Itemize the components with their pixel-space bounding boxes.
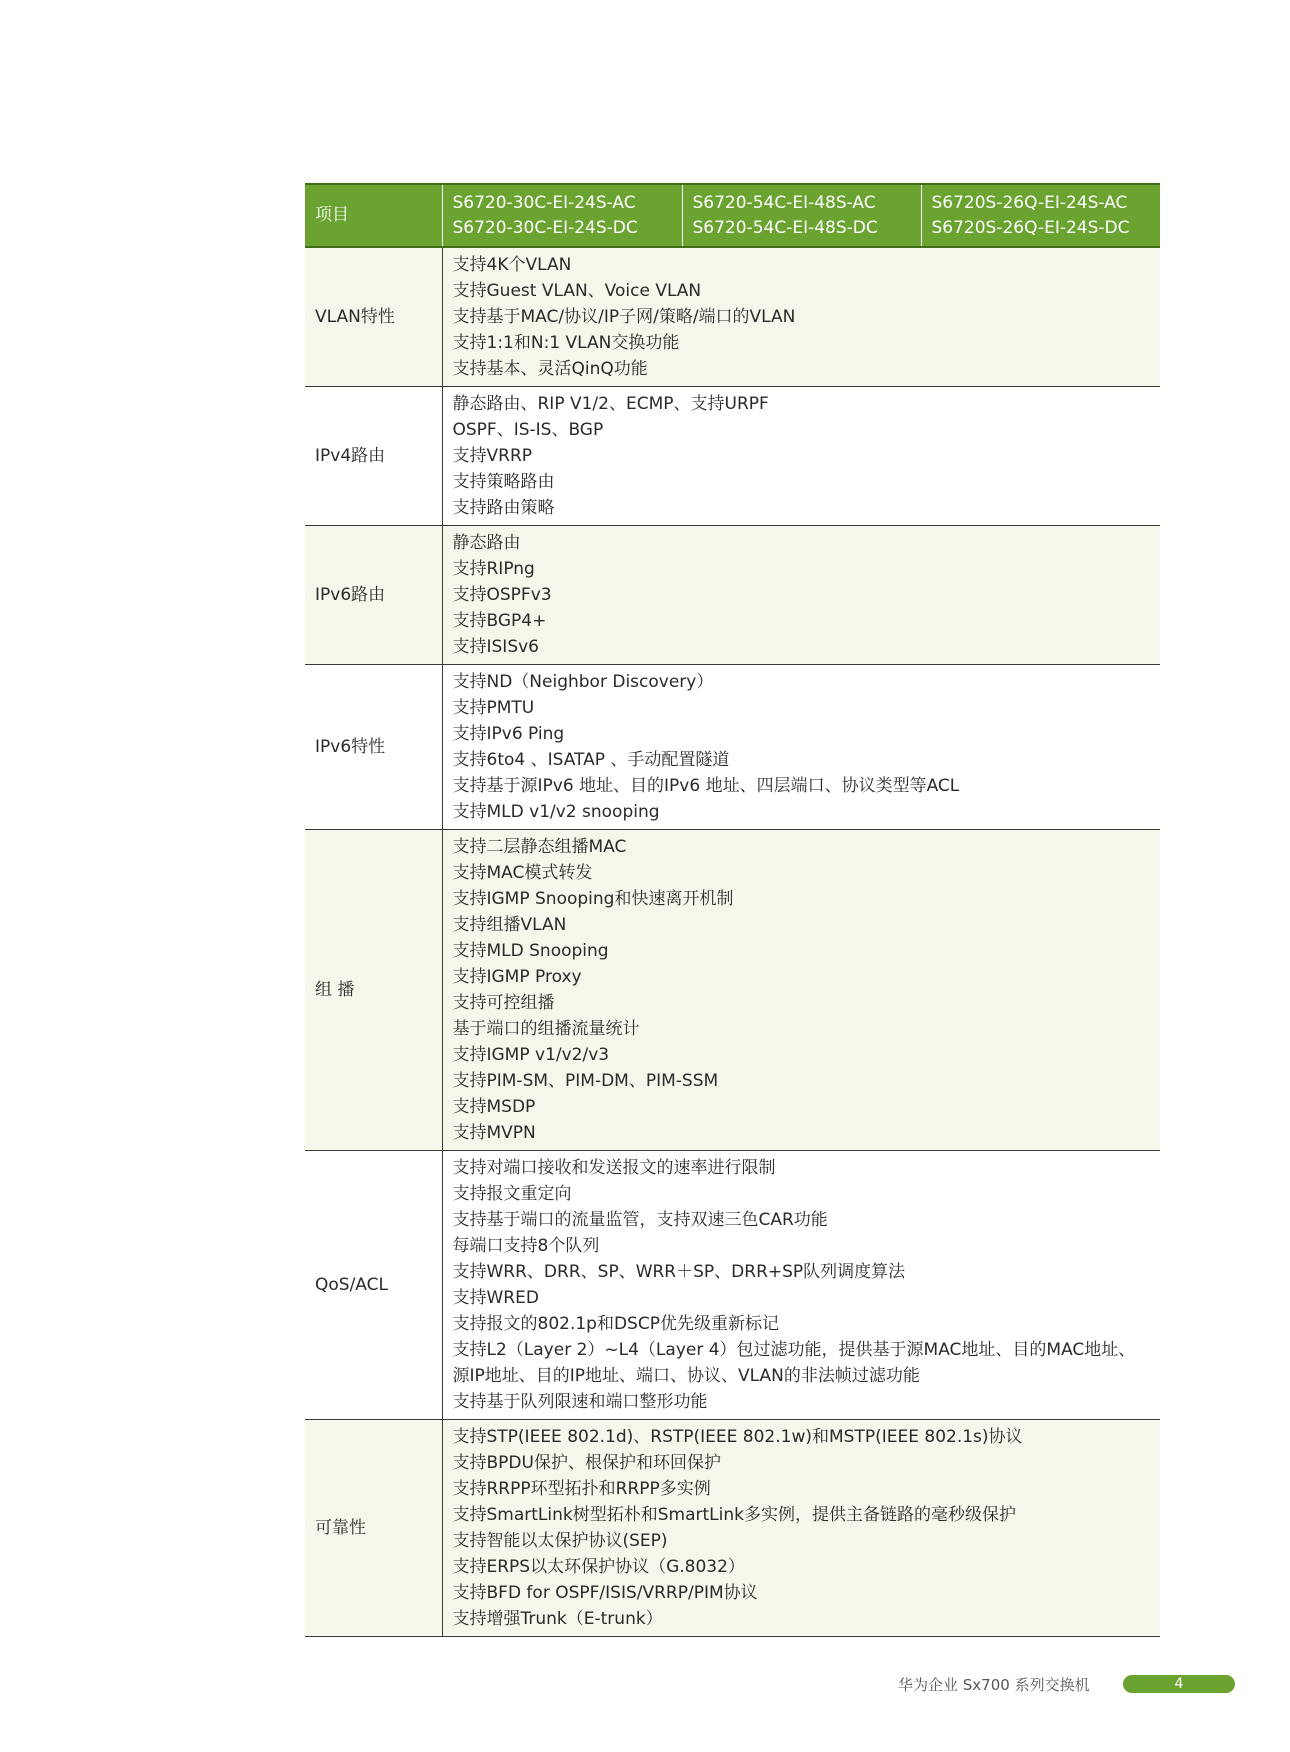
feature-line: 支持6to4 、ISATAP 、手动配置隧道 — [452, 750, 730, 770]
row-features — [442, 1151, 1160, 1420]
feature-line: 支持MSDP — [452, 1097, 536, 1117]
feature-line: 支持WRED — [452, 1288, 539, 1308]
feature-line: 支持OSPFv3 — [452, 585, 552, 605]
table-row — [305, 830, 1160, 1151]
feature-line: 支持RIPng — [452, 559, 535, 579]
table-row — [305, 387, 1160, 526]
feature-line: 支持SmartLink树型拓朴和SmartLink多实例，提供主备链路的毫秒级保护 — [452, 1505, 1016, 1525]
feature-line: 支持WRR、DRR、SP、WRR＋SP、DRR+SP队列调度算法 — [452, 1262, 906, 1282]
row-features — [442, 526, 1160, 665]
row-label: QoS/ACL — [305, 1151, 442, 1420]
feature-line: 支持报文重定向 — [452, 1184, 572, 1204]
row-label: 可靠性 — [305, 1420, 442, 1637]
feature-line: 静态路由 — [452, 533, 521, 553]
feature-line: 支持基本、灵活QinQ功能 — [452, 359, 648, 379]
header-item-label: 项目 — [305, 184, 442, 247]
header-model-group-3 — [921, 184, 1160, 247]
header-model-group-1 — [442, 184, 682, 247]
row-label: IPv6路由 — [305, 526, 442, 665]
feature-line: 支持组播VLAN — [452, 915, 567, 935]
feature-line: 支持MLD v1/v2 snooping — [452, 802, 660, 822]
feature-line: 支持增强Trunk（E-trunk） — [452, 1609, 663, 1629]
table-row — [305, 247, 1160, 387]
row-label: IPv6特性 — [305, 665, 442, 830]
feature-line: 支持MAC模式转发 — [452, 863, 593, 883]
spec-table — [305, 183, 1160, 1637]
row-label: IPv4路由 — [305, 387, 442, 526]
header-model-dc: S6720-54C-EI-48S-DC — [692, 217, 878, 238]
table-body — [305, 247, 1160, 1637]
table-row — [305, 1420, 1160, 1637]
feature-line: 支持基于端口的流量监管，支持双速三色CAR功能 — [452, 1210, 828, 1230]
feature-line: 静态路由、RIP V1/2、ECMP、支持URPF — [452, 394, 769, 414]
feature-line: 支持Guest VLAN、Voice VLAN — [452, 281, 702, 301]
feature-line: 支持PIM-SM、PIM-DM、PIM-SSM — [452, 1071, 719, 1091]
feature-line: 支持VRRP — [452, 446, 533, 466]
footer-title: 华为企业 Sx700 系列交换机 — [898, 1676, 1090, 1694]
feature-line: 支持IGMP Proxy — [452, 967, 582, 987]
table-row — [305, 1151, 1160, 1420]
table-header — [305, 184, 1160, 247]
feature-line: 支持报文的802.1p和DSCP优先级重新标记 — [452, 1314, 779, 1334]
header-model-dc: S6720S-26Q-EI-24S-DC — [931, 217, 1130, 238]
feature-line: 支持STP(IEEE 802.1d)、RSTP(IEEE 802.1w)和MSTP(IEEE 802.1s)协议 — [452, 1427, 1023, 1447]
feature-line: 支持IGMP Snooping和快速离开机制 — [452, 889, 734, 909]
feature-line: 支持可控组播 — [452, 993, 555, 1013]
feature-line: OSPF、IS-IS、BGP — [452, 420, 604, 440]
feature-line: 支持基于MAC/协议/IP子网/策略/端口的VLAN — [452, 307, 796, 327]
header-model-ac: S6720-30C-EI-24S-AC — [452, 192, 636, 213]
feature-line: 支持IGMP v1/v2/v3 — [452, 1045, 610, 1065]
feature-line: 支持BFD for OSPF/ISIS/VRRP/PIM协议 — [452, 1583, 758, 1603]
feature-line: 支持IPv6 Ping — [452, 724, 565, 744]
feature-line: 支持RRPP环型拓扑和RRPP多实例 — [452, 1479, 711, 1499]
table-row — [305, 665, 1160, 830]
feature-line: 支持策略路由 — [452, 472, 555, 492]
feature-line: 支持MVPN — [452, 1123, 536, 1143]
feature-line: 支持L2（Layer 2）~L4（Layer 4）包过滤功能，提供基于源MAC地址、目的MAC地址、源IP地址、目的IP地址、端口、协议、VLAN的非法帧过滤功能 — [452, 1340, 1136, 1386]
row-features — [442, 665, 1160, 830]
feature-line: 支持二层静态组播MAC — [452, 837, 627, 857]
feature-line: 支持4K个VLAN — [452, 255, 572, 275]
row-features — [442, 387, 1160, 526]
feature-line: 每端口支持8个队列 — [452, 1236, 600, 1256]
feature-line: 支持BGP4+ — [452, 611, 547, 631]
row-features — [442, 1420, 1160, 1637]
page-number: 4 — [1123, 1675, 1235, 1693]
feature-line: 支持ND（Neighbor Discovery） — [452, 672, 714, 692]
feature-line: 支持ERPS以太环保护协议（G.8032） — [452, 1557, 745, 1577]
row-features — [442, 247, 1160, 387]
table-row — [305, 526, 1160, 665]
feature-line: 基于端口的组播流量统计 — [452, 1019, 640, 1039]
feature-line: 支持基于源IPv6 地址、目的IPv6 地址、四层端口、协议类型等ACL — [452, 776, 960, 796]
header-model-ac: S6720S-26Q-EI-24S-AC — [931, 192, 1128, 213]
header-model-dc: S6720-30C-EI-24S-DC — [452, 217, 638, 238]
row-label: 组 播 — [305, 830, 442, 1151]
feature-line: 支持PMTU — [452, 698, 535, 718]
feature-line: 支持智能以太保护协议(SEP) — [452, 1531, 668, 1551]
row-label: VLAN特性 — [305, 247, 442, 387]
feature-line: 支持基于队列限速和端口整形功能 — [452, 1392, 708, 1412]
feature-line: 支持BPDU保护、根保护和环回保护 — [452, 1453, 721, 1473]
feature-line: 支持ISISv6 — [452, 637, 539, 657]
feature-line: 支持1:1和N:1 VLAN交换功能 — [452, 333, 680, 353]
row-features — [442, 830, 1160, 1151]
feature-line: 支持路由策略 — [452, 498, 555, 518]
feature-line: 支持MLD Snooping — [452, 941, 609, 961]
header-model-ac: S6720-54C-EI-48S-AC — [692, 192, 876, 213]
feature-line: 支持对端口接收和发送报文的速率进行限制 — [452, 1158, 776, 1178]
header-model-group-2 — [682, 184, 921, 247]
